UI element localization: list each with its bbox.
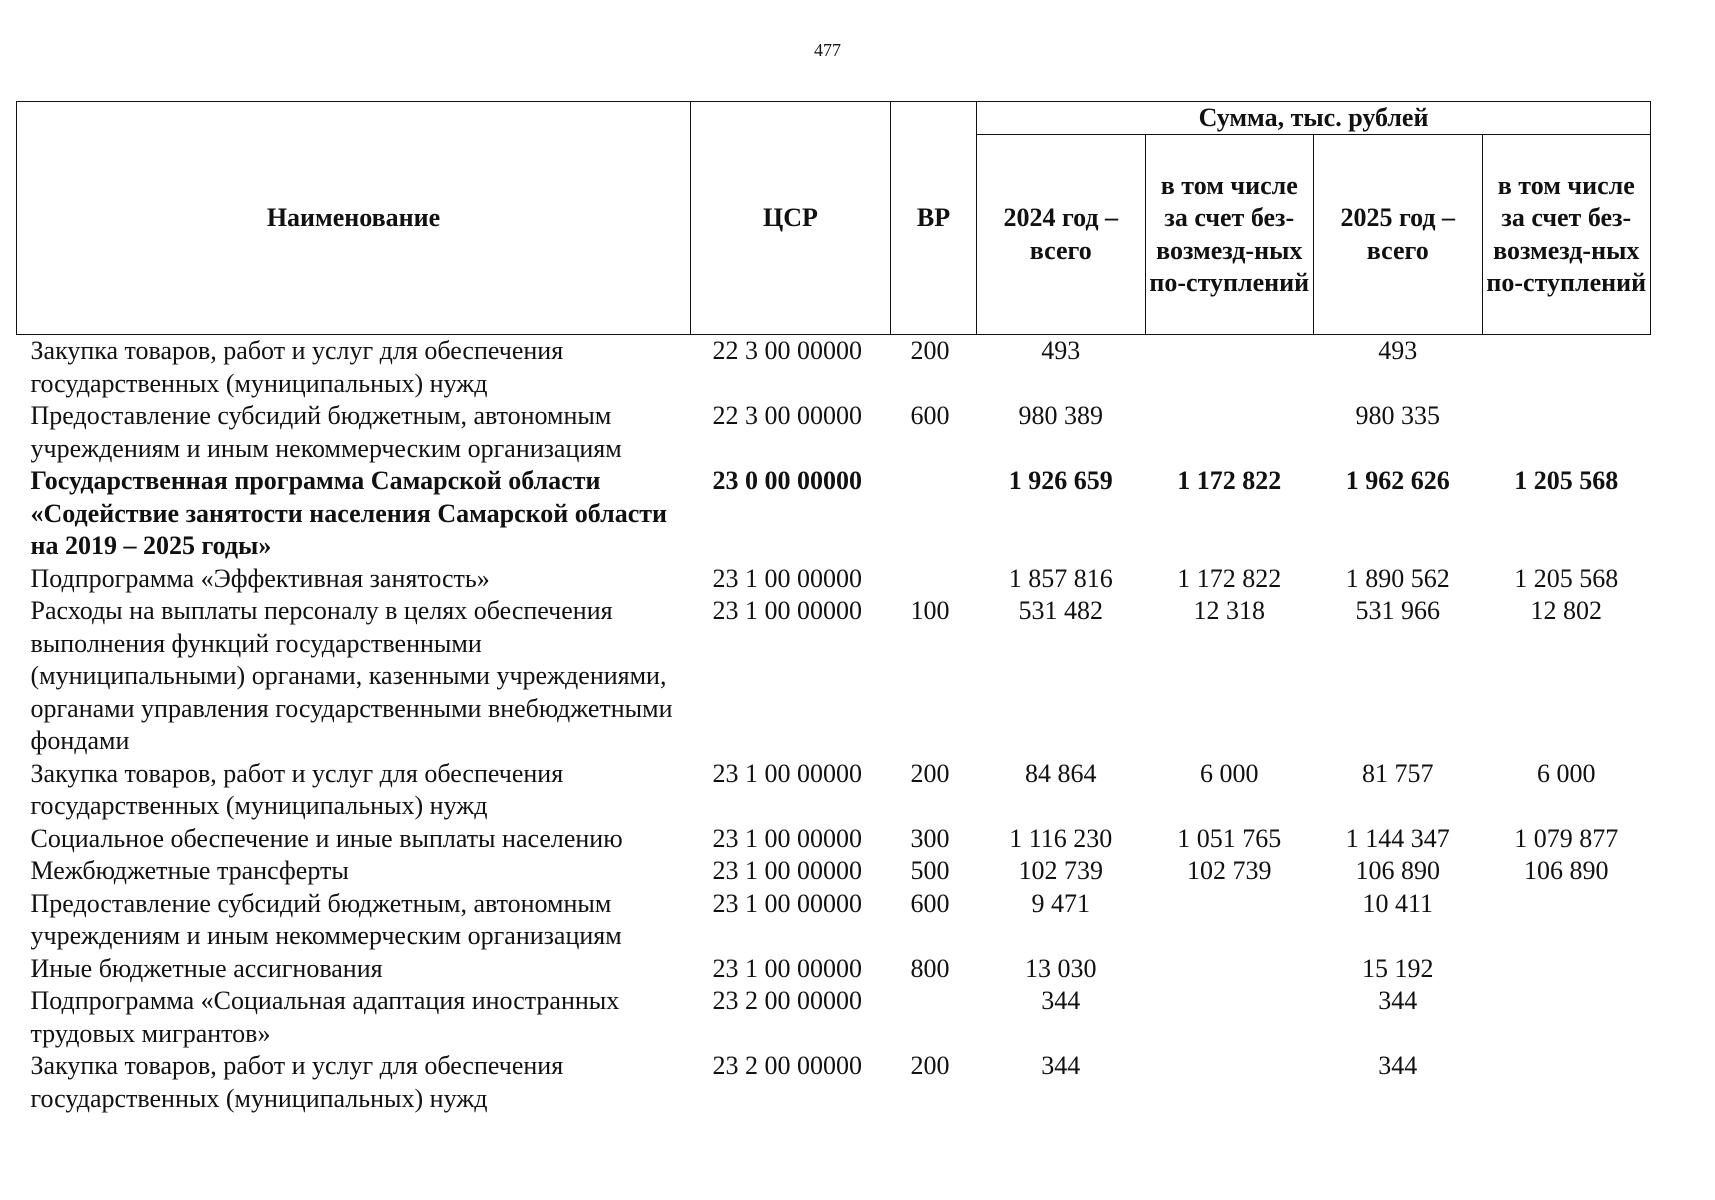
row-2024-grants xyxy=(1145,1050,1314,1115)
row-csr: 23 1 00 00000 xyxy=(712,823,862,853)
row-name: Закупка товаров, работ и услуг для обеспечения государственных (муниципальных) нужд xyxy=(30,336,564,398)
row-2024-grants xyxy=(1145,400,1314,465)
row-csr: 23 2 00 00000 xyxy=(712,1051,862,1080)
table-body xyxy=(17,335,1651,1116)
row-2025-grants xyxy=(1482,335,1651,401)
table-row xyxy=(17,985,1651,1050)
row-name: Подпрограмма «Социальная адаптация иностранных трудовых мигрантов» xyxy=(30,986,620,1048)
row-2025-total: 344 xyxy=(1378,986,1418,1015)
row-2025-total: 15 192 xyxy=(1362,953,1434,983)
row-2024-total: 493 xyxy=(1041,336,1081,365)
table-row xyxy=(17,465,1651,563)
header-name: Наименование xyxy=(17,102,691,335)
row-csr: 22 3 00 00000 xyxy=(712,401,862,430)
row-2025-total: 10 411 xyxy=(1362,888,1434,918)
row-2024-grants: 1 172 822 xyxy=(1177,466,1282,495)
row-2025-grants: 6 000 xyxy=(1537,758,1596,788)
row-2025-grants: 1 205 568 xyxy=(1514,466,1619,495)
row-2024-total: 84 864 xyxy=(1025,758,1097,788)
table-row xyxy=(17,335,1651,401)
table-row xyxy=(17,595,1651,758)
row-2024-grants xyxy=(1145,985,1314,1050)
row-2025-total: 344 xyxy=(1378,1051,1418,1080)
row-2024-grants: 102 739 xyxy=(1187,856,1272,885)
budget-table xyxy=(16,101,1651,1115)
row-2024-grants xyxy=(1145,335,1314,401)
row-2025-grants: 1 079 877 xyxy=(1514,823,1619,853)
row-vr xyxy=(891,465,977,563)
row-name: Предоставление субсидий бюджетным, автономным учреждениям и иным некоммерческим организациям xyxy=(30,888,622,950)
row-2024-grants: 1 051 765 xyxy=(1177,823,1282,853)
row-2024-grants: 12 318 xyxy=(1193,596,1265,625)
row-2025-grants xyxy=(1482,985,1651,1050)
header-sum: Сумма, тыс. рублей xyxy=(977,102,1651,135)
row-name: Межбюджетные трансферты xyxy=(30,856,349,885)
row-csr: 23 1 00 00000 xyxy=(712,596,862,625)
row-vr: 500 xyxy=(910,856,950,885)
row-2024-total: 102 739 xyxy=(1018,856,1103,885)
row-vr xyxy=(891,985,977,1050)
row-2024-total: 980 389 xyxy=(1018,401,1103,430)
row-2025-grants: 12 802 xyxy=(1530,596,1602,625)
row-2024-total: 9 471 xyxy=(1031,888,1090,918)
row-csr: 23 1 00 00000 xyxy=(712,953,862,983)
table-row xyxy=(17,953,1651,986)
row-2025-total: 531 966 xyxy=(1355,596,1440,625)
header-2025-grants: в том числе за счет без-возмезд-ных по-ступлений xyxy=(1482,135,1651,335)
header-csr: ЦСР xyxy=(691,102,891,335)
row-csr: 23 0 00 00000 xyxy=(712,466,862,495)
row-2024-total: 531 482 xyxy=(1018,596,1103,625)
row-2025-total: 1 144 347 xyxy=(1345,823,1450,853)
row-2025-total: 1 962 626 xyxy=(1345,466,1450,495)
row-csr: 22 3 00 00000 xyxy=(712,336,862,365)
table-row xyxy=(17,855,1651,888)
row-name: Закупка товаров, работ и услуг для обеспечения государственных (муниципальных) нужд xyxy=(30,758,564,820)
row-name: Социальное обеспечение и иные выплаты населению xyxy=(30,823,623,853)
row-name: Подпрограмма «Эффективная занятость» xyxy=(30,563,490,593)
row-vr: 100 xyxy=(910,596,950,625)
row-2024-grants: 6 000 xyxy=(1200,758,1259,788)
table-row xyxy=(17,758,1651,823)
row-vr: 200 xyxy=(910,758,950,788)
row-csr: 23 1 00 00000 xyxy=(712,563,862,593)
row-vr: 800 xyxy=(910,953,950,983)
row-2025-grants xyxy=(1482,953,1651,986)
row-2025-grants xyxy=(1482,400,1651,465)
table-header xyxy=(17,102,1651,335)
row-2024-total: 344 xyxy=(1041,986,1081,1015)
table-row xyxy=(17,823,1651,856)
row-vr: 200 xyxy=(910,1051,950,1080)
row-csr: 23 1 00 00000 xyxy=(712,758,862,788)
row-vr: 200 xyxy=(910,336,950,365)
row-2025-grants: 106 890 xyxy=(1524,856,1609,885)
row-2025-total: 493 xyxy=(1378,336,1418,365)
row-vr: 300 xyxy=(910,823,950,853)
row-csr: 23 1 00 00000 xyxy=(712,856,862,885)
row-2025-total: 1 890 562 xyxy=(1345,563,1450,593)
row-2024-grants xyxy=(1145,888,1314,953)
row-2024-total: 13 030 xyxy=(1025,953,1097,983)
row-csr: 23 1 00 00000 xyxy=(712,888,862,918)
row-name: Предоставление субсидий бюджетным, автономным учреждениям и иным некоммерческим организациям xyxy=(30,401,622,463)
row-2024-grants xyxy=(1145,953,1314,986)
header-2025-total: 2025 год – всего xyxy=(1314,135,1483,335)
row-csr: 23 2 00 00000 xyxy=(712,986,862,1015)
row-2025-total: 980 335 xyxy=(1355,401,1440,430)
row-2025-grants xyxy=(1482,888,1651,953)
row-2025-total: 81 757 xyxy=(1362,758,1434,788)
table-row xyxy=(17,1050,1651,1115)
table-row xyxy=(17,563,1651,596)
row-2024-grants: 1 172 822 xyxy=(1177,563,1282,593)
row-2025-total: 106 890 xyxy=(1355,856,1440,885)
row-2025-grants: 1 205 568 xyxy=(1514,563,1619,593)
row-vr xyxy=(891,563,977,596)
row-name: Закупка товаров, работ и услуг для обеспечения государственных (муниципальных) нужд xyxy=(30,1051,564,1113)
table-row xyxy=(17,400,1651,465)
row-2024-total: 1 926 659 xyxy=(1008,466,1113,495)
row-name: Государственная программа Самарской области «Содействие занятости населения Самарской области на 2019 – 2025 годы» xyxy=(30,466,667,560)
header-2024-total: 2024 год – всего xyxy=(977,135,1146,335)
row-name: Иные бюджетные ассигнования xyxy=(30,953,383,983)
row-2024-total: 344 xyxy=(1041,1051,1081,1080)
page-number: 477 xyxy=(814,40,841,60)
header-2024-grants: в том числе за счет без-возмезд-ных по-ступлений xyxy=(1145,135,1314,335)
row-2025-grants xyxy=(1482,1050,1651,1115)
row-2024-total: 1 857 816 xyxy=(1008,563,1113,593)
row-vr: 600 xyxy=(910,888,950,918)
table-row xyxy=(17,888,1651,953)
header-vr: ВР xyxy=(891,102,977,335)
row-2024-total: 1 116 230 xyxy=(1009,823,1113,853)
row-vr: 600 xyxy=(910,401,950,430)
row-name: Расходы на выплаты персоналу в целях обеспечения выполнения функций государственными (муниципальными) органами, казенными учреждениями, органами управления государственными внебюджетными фондами xyxy=(30,596,673,755)
